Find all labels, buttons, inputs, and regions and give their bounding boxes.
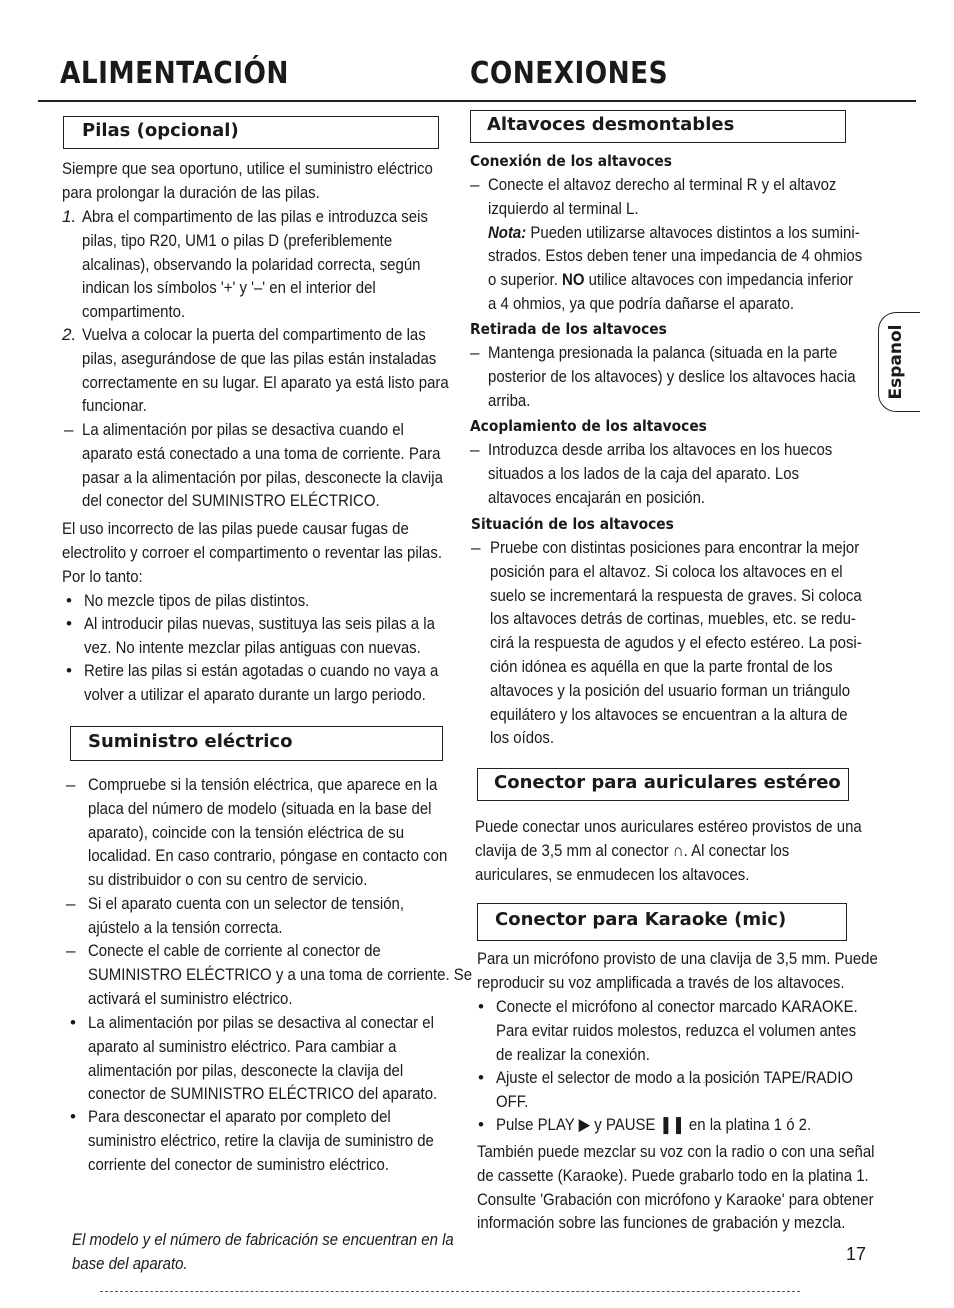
- dash-marker: –: [470, 175, 480, 194]
- side-tab-label: Espanol: [886, 324, 906, 400]
- bullet: •: [70, 1107, 76, 1126]
- dash-marker: –: [66, 941, 76, 960]
- dash-marker: –: [470, 343, 480, 362]
- subheading-retirada: Retirada de los altavoces: [470, 320, 667, 338]
- nota-no: NO: [562, 270, 585, 290]
- header-rule: [38, 100, 916, 102]
- subheading-acoplamiento: Acoplamiento de los altavoces: [470, 417, 707, 435]
- karaoke-intro: Para un micrófono provisto de una clavija de 3,5 mm. Puede reproducir su voz amplificada a través de los altavoces.: [477, 949, 878, 992]
- section-title-karaoke: Conector para Karaoke (mic): [495, 909, 787, 930]
- suministro-bullet2: Para desconectar el aparato por completo del suministro eléctrico, retire la clavija de suministro de corriente del conector de suministro eléctrico.: [88, 1107, 434, 1174]
- suministro-dash3: Conecte el cable de corriente al conector de SUMINISTRO ELÉCTRICO y a una toma de corriente. Se activará el suministro eléctrico.: [88, 941, 473, 1008]
- section-title-suministro: Suministro eléctrico: [88, 731, 293, 752]
- subheading-conexion: Conexión de los altavoces: [470, 152, 672, 170]
- karaoke-bullet3: Pulse PLAY ▶ y PAUSE ❚❚ en la platina 1 ó 2.: [496, 1115, 812, 1134]
- dash-marker: –: [64, 420, 74, 439]
- altavoces-dash2: Mantenga presionada la palanca (situada en la parte posterior de los altavoces) y deslice los altavoces hacia arriba.: [488, 343, 856, 410]
- dash-marker: –: [66, 894, 76, 913]
- subheading-situacion: Situación de los altavoces: [471, 515, 674, 533]
- bullet: •: [66, 614, 72, 633]
- footnote: El modelo y el número de fabricación se encuentran en la base del aparato.: [72, 1230, 454, 1273]
- pilas-dash-note: La alimentación por pilas se desactiva cuando el aparato está conectado a una toma de corriente. Para pasar a la alimentación por pilas, desconecte la clavija del conector del SUMINISTRO ELÉCTRICO.: [82, 420, 443, 511]
- suministro-dash2: Si el aparato cuenta con un selector de tensión, ajústelo a la tensión correcta.: [88, 894, 405, 937]
- suministro-bullet1: La alimentación por pilas se desactiva al conectar el aparato al suministro eléctrico. Para cambiar a alimentación por pilas, desconecte la clavija del conector de SUMINISTRO ELÉCTRICO del aparato.: [88, 1013, 438, 1104]
- altavoces-dash3: Introduzca desde arriba los altavoces en los huecos situados a los lados de la caja del aparato. Los altavoces encajarán en posición.: [488, 440, 833, 507]
- page-number: 17: [846, 1244, 867, 1264]
- step-number: 2.: [62, 325, 77, 344]
- karaoke-bullet1: Conecte el micrófono al conector marcado KARAOKE. Para evitar ruidos molestos, reduzca el volumen antes de realizar la conexión.: [496, 997, 858, 1064]
- dash-marker: –: [471, 538, 481, 557]
- section-title-altavoces: Altavoces desmontables: [487, 114, 735, 135]
- bullet: •: [478, 1115, 484, 1134]
- karaoke-bullet2: Ajuste el selector de modo a la posición TAPE/RADIO OFF.: [496, 1068, 854, 1111]
- altavoces-dash4: Pruebe con distintas posiciones para encontrar la mejor posición para el altavoz. Si coloca los altavoces en el suelo se incrementará la respuesta de graves. Si coloca los altavoces detrás de cortinas, muebles, etc. se redu- cirá la respuesta de agudos y el efecto estéreo. La posi- ción idónea es aquélla en que la parte frontal de los altavoces y la posición del usuario forman un triángulo equilátero y los altavoces se encuentran a la altura de los oídos.: [490, 538, 862, 748]
- nota-label: Nota:: [488, 222, 527, 242]
- pilas-bullet2: Al introducir pilas nuevas, sustituya las seis pilas a la vez. No intente mezclar pilas antiguas con nuevas.: [84, 614, 435, 657]
- dash-marker: –: [66, 775, 76, 794]
- pilas-step2: Vuelva a colocar la puerta del compartimento de las pilas, asegurándose de que las pilas están instaladas correctamente en su lugar. El aparato ya está listo para funcionar.: [82, 325, 449, 416]
- nota-text: Pueden utilizarse altavoces distintos a los sumini-: [530, 222, 860, 242]
- section-title-auriculares: Conector para auriculares estéreo: [494, 772, 841, 793]
- dash-marker: –: [470, 440, 480, 459]
- pilas-step1: Abra el compartimento de las pilas e introduzca seis pilas, tipo R20, UM1 o pilas D (preferiblemente alcalinas), observando la polaridad correcta, según indican los símbolos '+' y '–' en el interior del compartimento.: [82, 207, 428, 322]
- auriculares-text: Puede conectar unos auriculares estéreo provistos de una clavija de 3,5 mm al conector ∩. Al conectar los auriculares, se enmudecen los altavoces.: [475, 817, 862, 884]
- altavoces-dash1: Conecte el altavoz derecho al terminal R y el altavoz izquierdo al terminal L. Nota: Pueden utilizarse altavoces distintos a los sumini- strados. Estos deben tener una impedancia de 4 ohmios o superior. NO utilice altavoces con impedancia inferior a 4 ohmios, ya que podría dañarse el aparato.: [488, 175, 863, 313]
- pilas-bullet1: No mezcle tipos de pilas distintos.: [84, 591, 310, 610]
- bullet: •: [66, 591, 72, 610]
- step-number: 1.: [62, 207, 77, 226]
- pilas-intro: Siempre que sea oportuno, utilice el suministro eléctrico para prolongar la duración de las pilas.: [62, 159, 433, 202]
- suministro-dash1: Compruebe si la tensión eléctrica, que aparece en la placa del número de modelo (situada en la base del aparato), coincide con la tensión eléctrica de su localidad. En caso contrario, póngase en contacto con su distribuidor o con su centro de servicio.: [88, 775, 448, 890]
- heading-alimentacion: ALIMENTACIÓN: [60, 56, 289, 91]
- pilas-para2: El uso incorrecto de las pilas puede causar fugas de electrolito y corroer el compartimento o reventar las pilas. Por lo tanto:: [62, 519, 442, 586]
- heading-conexiones: CONEXIONES: [470, 56, 669, 91]
- bullet: •: [478, 1068, 484, 1087]
- bullet: •: [70, 1013, 76, 1032]
- bottom-scan-line: [100, 1291, 800, 1292]
- bullet: •: [66, 661, 72, 680]
- bullet: •: [478, 997, 484, 1016]
- karaoke-para2: También puede mezclar su voz con la radio o con una señal de cassette (Karaoke). Puede grabarlo todo en la platina 1. Consulte 'Grabación con micrófono y Karaoke' para obtener información sobre las funciones de grabación y mezcla.: [477, 1142, 875, 1233]
- section-title-pilas: Pilas (opcional): [82, 120, 239, 141]
- pilas-bullet3: Retire las pilas si están agotadas o cuando no vaya a volver a utilizar el aparato durante un largo periodo.: [84, 661, 439, 704]
